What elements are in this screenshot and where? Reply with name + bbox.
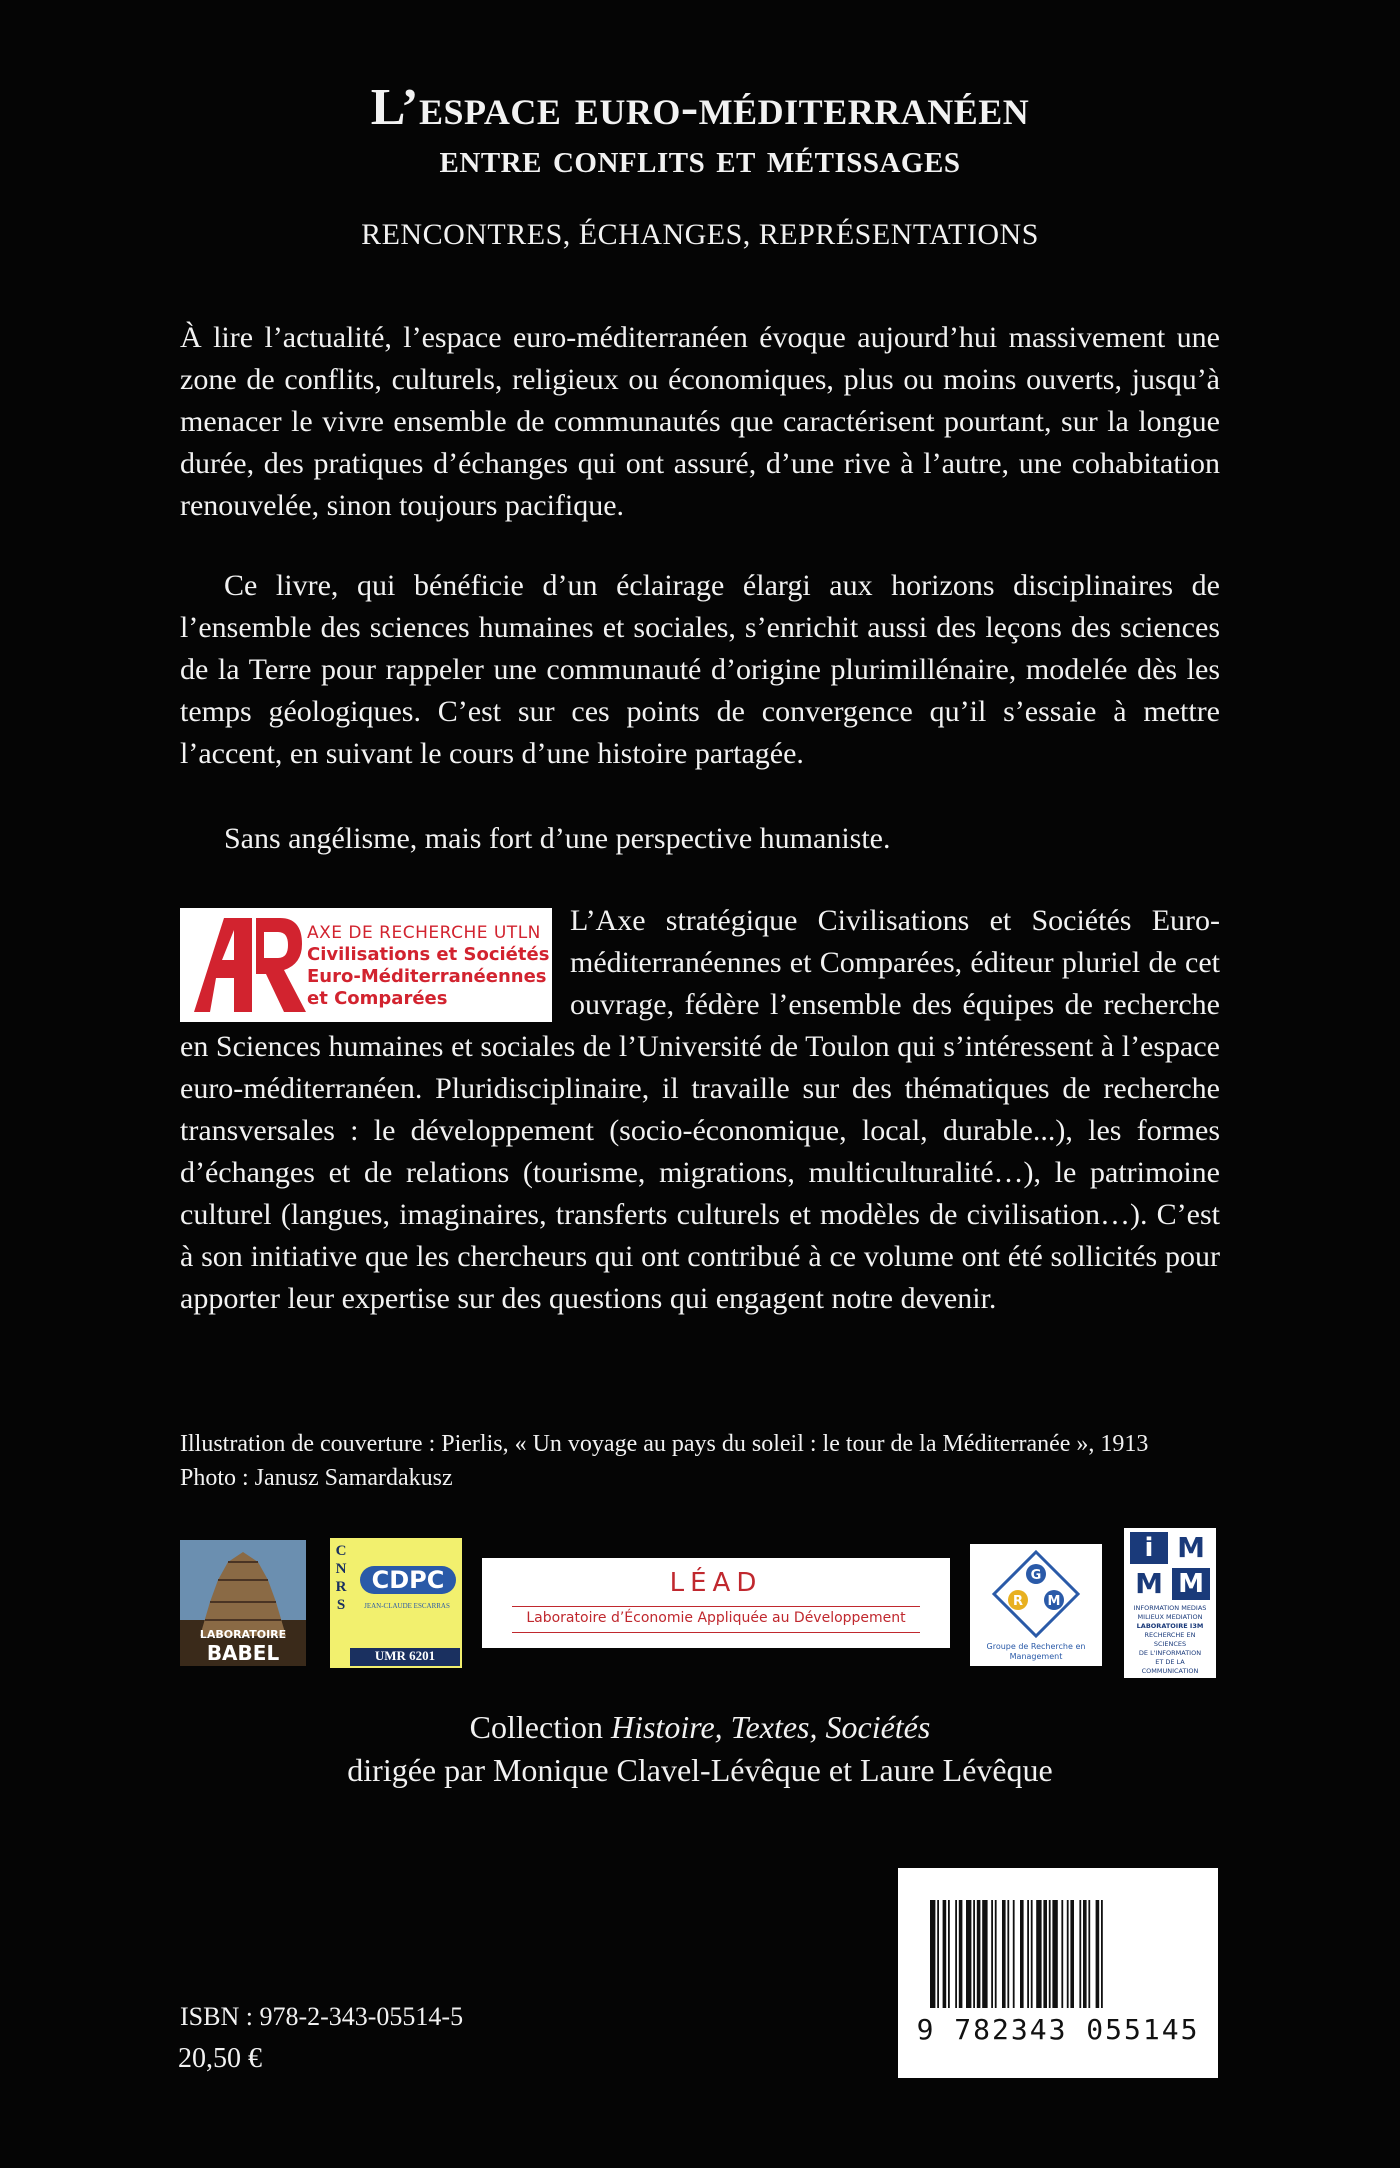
barcode-box xyxy=(898,1868,1218,2078)
barcode-bar xyxy=(1013,1900,1015,2008)
imm-cell-3: M xyxy=(1135,1567,1163,1600)
ar-logo-icon xyxy=(194,918,306,1012)
lead-title: LÉAD xyxy=(669,1568,763,1598)
lead-logo xyxy=(482,1558,950,1648)
barcode-bar xyxy=(948,1900,950,2008)
collection-line xyxy=(0,1706,1400,1749)
barcode-bar xyxy=(1002,1900,1006,2008)
barcode-bar xyxy=(1043,1900,1047,2008)
barcode-bar xyxy=(1070,1900,1074,2008)
partner-logos xyxy=(0,1528,1400,1678)
barcode-bar xyxy=(959,1900,963,2008)
axe-logo-line-3: Euro-Méditerranéennes xyxy=(307,966,547,987)
grm-letter-m: M xyxy=(1047,1594,1061,1609)
blurb-paragraph-2: Ce livre, qui bénéficie d’un éclairage élargi aux horizons disciplinaires de l’ensemble des sciences humaines et sociales, s’enrichit aussi des leçons des sciences de la Terre pour rappeler une communauté d’origine plurimillénaire, modelée dès les temps géologiques. C’est sur ces points de convergence qu’il s’essaie à mettre l’accent, en suivant le cours d’une histoire partagée. xyxy=(180,569,1220,770)
collection-directors: dirigée par Monique Clavel-Lévêque et Laure Lévêque xyxy=(347,1752,1053,1788)
lead-divider xyxy=(512,1606,920,1607)
barcode-bar xyxy=(1031,1900,1033,2008)
barcode-icon xyxy=(898,1868,1218,2018)
imm-text: INFORMATION MEDIAS MILIEUX MEDIATION LABORATOIRE I3M RECHERCHE EN SCIENCES DE L'INFORMATION ET DE LA COMMUNICATION xyxy=(1133,1604,1207,1675)
blurb-paragraph-3: Sans angélisme, mais fort d’une perspective humaniste. xyxy=(224,822,891,855)
imm-cell-4: M xyxy=(1172,1568,1210,1600)
barcode-bar xyxy=(1007,1900,1009,2008)
barcode-bar xyxy=(977,1900,981,2008)
barcode-bar xyxy=(943,1900,947,2008)
cdpc-cnrs-text: CNRS xyxy=(335,1543,347,1613)
barcode-bar xyxy=(1083,1900,1087,2008)
subtitle: RENCONTRES, ÉCHANGES, REPRÉSENTATIONS xyxy=(361,218,1039,251)
barcode-bar xyxy=(995,1900,997,2008)
cdpc-subtitle: JEAN-CLAUDE ESCARRAS xyxy=(364,1602,450,1610)
babel-logo xyxy=(180,1540,306,1666)
barcode-bar xyxy=(982,1900,987,2008)
barcode-number: 9 782343 055145 xyxy=(916,2013,1200,2046)
imm-cell-2: M xyxy=(1177,1531,1205,1564)
credits xyxy=(180,1427,1148,1495)
barcode-bar xyxy=(930,1900,935,2008)
barcode-bar xyxy=(1079,1900,1081,2008)
grm-logo xyxy=(970,1544,1102,1666)
cdpc-title: CDPC xyxy=(360,1566,456,1594)
barcode-bar xyxy=(966,1900,971,2008)
barcode-bar xyxy=(955,1900,957,2008)
barcode-bar xyxy=(1020,1900,1024,2008)
barcode-bar xyxy=(991,1900,993,2008)
imm-grid xyxy=(1130,1532,1210,1600)
collection-prefix: Collection xyxy=(469,1709,603,1745)
barcode-bar xyxy=(1061,1900,1063,2008)
babel-label-2: BABEL xyxy=(206,1641,280,1665)
grm-caption: Groupe de Recherche en Management xyxy=(986,1642,1086,1661)
price: 20,50 € xyxy=(178,2043,262,2074)
axe-section xyxy=(180,900,1220,1320)
barcode-bar xyxy=(1049,1900,1051,2008)
axe-paragraph: L’Axe stratégique Civilisations et Sociétés Euro-méditerranéennes et Comparées, éditeur pluriel de cet ouvrage, fédère l’ensemble des équipes de recherche en Sciences humaines et sociales de l’Université de Toulon qui s’intéressent à l’espace euro-méditerranéen. Pluridisciplinaire, il travaille sur des thématiques de recherche transversales : le développement (socio-économique, local, durable...), les formes d’échanges et de relations (tourisme, migrations, multiculturalité…), le patrimoine culturel (langues, imaginaires, transferts culturels et modèles de civilisation…). C’est à son initiative que les chercheurs qui ont contribué à ce volume ont été sollicités pour apporter leur expertise sur des questions qui engagent notre devenir. xyxy=(180,904,1220,1315)
isbn: ISBN : 978-2-343-05514-5 xyxy=(180,2002,464,2031)
barcode-bar xyxy=(1036,1900,1041,2008)
lead-subtitle: Laboratoire d’Économie Appliquée au Développement xyxy=(526,1610,906,1626)
title-line-2: entre conflits et métissages xyxy=(439,136,961,182)
collection-name: Histoire, Textes, Sociétés xyxy=(610,1709,931,1745)
photo-credit: Photo : Janusz Samardakusz xyxy=(180,1465,453,1491)
barcode-bar xyxy=(1027,1900,1029,2008)
axe-logo xyxy=(180,908,552,1022)
grm-letter-r: R xyxy=(1012,1594,1024,1609)
illustration-credit: Illustration de couverture : Pierlis, « Un voyage au pays du soleil : le tour de la Méditerranée », 1913 xyxy=(180,1431,1149,1457)
grm-diamond-icon xyxy=(970,1544,1102,1644)
title-line-1: L’espace euro-méditerranéen xyxy=(370,79,1030,136)
barcode-bar xyxy=(1088,1900,1090,2008)
barcode-bar xyxy=(1096,1900,1100,2008)
axe-logo-line-1: AXE DE RECHERCHE UTLN xyxy=(307,923,541,943)
babel-label-1: LABORATOIRE xyxy=(199,1628,287,1641)
barcode-bar xyxy=(1101,1900,1103,2008)
grm-letter-g: G xyxy=(1030,1568,1042,1583)
lead-divider-2 xyxy=(512,1632,920,1633)
axe-logo-line-4: et Comparées xyxy=(307,988,448,1009)
imm-logo xyxy=(1124,1528,1216,1678)
barcode-bar xyxy=(1052,1900,1057,2008)
barcode-bar xyxy=(973,1900,975,2008)
blurb-paragraph-1: À lire l’actualité, l’espace euro-méditerranéen évoque aujourd’hui massivement une zone de conflits, culturels, religieux ou économiques, plus ou moins ouverts, jusqu’à menacer le vivre ensemble de communautés que caractérisent pourtant, sur la longue durée, des pratiques d’échanges qui ont assuré, d’une rive à l’autre, une cohabitation renouvelée, sinon toujours pacifique. xyxy=(180,321,1220,522)
barcode-bar xyxy=(1067,1900,1069,2008)
barcode-bar xyxy=(937,1900,939,2008)
axe-logo-line-2: Civilisations et Sociétés xyxy=(307,944,550,965)
imm-cell-1: i xyxy=(1130,1532,1168,1564)
collection-info xyxy=(0,1706,1400,1792)
cdpc-umr: UMR 6201 xyxy=(350,1648,460,1666)
cdpc-logo xyxy=(330,1538,462,1668)
